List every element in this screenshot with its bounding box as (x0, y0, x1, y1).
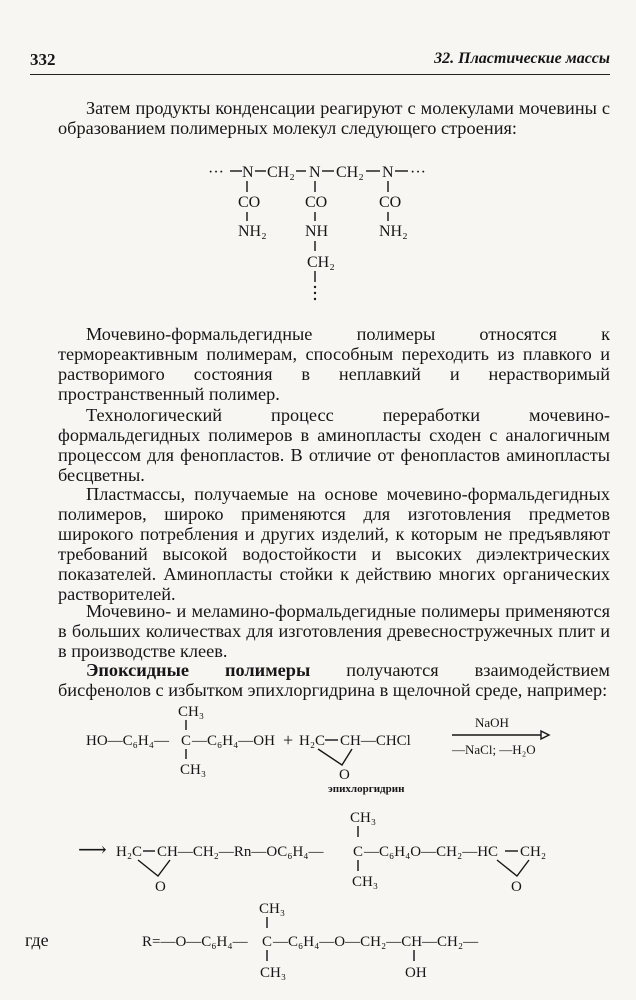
quaternary-c-2: C (353, 844, 364, 860)
paragraph-6 (58, 660, 610, 700)
r-left-part: R=—O—C₆H₄— (142, 934, 248, 950)
ch3-bottom-3: CH₃ (260, 965, 287, 981)
reagent-naoh: NaOH (475, 715, 509, 730)
epoxide-h2c: H₂C (299, 733, 326, 749)
reaction-epoxy-product (78, 810, 546, 895)
plus-sign: + (283, 730, 294, 750)
group-nh2-1: NH₂ (238, 223, 267, 240)
product-chain-left: CH—CH₂—Rn—OC₆H₄— (157, 844, 324, 860)
byproducts: —NaCl; —H₂O (452, 742, 536, 757)
epoxide-ch-chcl: CH—CHCl (340, 733, 411, 749)
paragraph-5: Мочевино- и меламино-формальдегидные полимеры применяются в больших количествах для изготовления древесностружечных плит и в производстве клеев. (58, 601, 610, 661)
reaction-bisphenol-epichlorohydrin (86, 704, 549, 795)
product-chain-right: —C₆H₄O—CH₂—HC (364, 844, 499, 860)
where-label: где (25, 930, 49, 950)
ch3-bottom-2: CH₃ (352, 874, 379, 890)
group-ch2-c: CH₂ (307, 254, 335, 271)
ch3-top-2: CH₃ (350, 810, 377, 826)
hydroxyl-oh: OH (405, 965, 427, 981)
ch3-top-1: CH₃ (178, 704, 205, 720)
paragraph-2: Мочевино-формальдегидные полимеры относятся к термореактивным полимерам, способным переходить из плавкого и растворимого состояния в неплавкий и нерастворимый пространственный полимер. (58, 324, 610, 404)
product-ch2-end: CH₂ (520, 844, 547, 860)
product-oxygen-1: O (155, 879, 166, 895)
r-definition (142, 901, 479, 981)
group-ch2-b: CH₂ (336, 164, 364, 181)
quaternary-c-1: C (181, 733, 192, 749)
atom-n3: N (382, 164, 394, 181)
running-title: 32. Пластические массы (434, 50, 610, 67)
paragraph-4: Пластмассы, получаемые на основе мочевино-формальдегидных полимеров, широко применяются для изготовления предметов широкого потребления и других изделий, к которым не предъявляют требований высокой водостойкости и высоких диэлектрических показателей. Аминопласты стойки к действию многих органических растворителей. (58, 484, 610, 604)
product-oxygen-2: O (511, 879, 522, 895)
chain-start-dots: ··· (208, 164, 224, 181)
atom-n1: N (242, 164, 254, 181)
paragraph-3: Технологический процесс переработки мочевино-формальдегидных полимеров в аминопласты сходен с аналогичным процессом для фенопластов. В отличие от фенопластов аминопласты бесцветны. (58, 405, 610, 485)
paragraph-1: Затем продукты конденсации реагируют с молекулами мочевины с образованием полимерных молекул следующего строения: (58, 98, 610, 138)
product-h2c: H₂C (116, 844, 143, 860)
c6h4-oh: —C₆H₄—OH (192, 733, 275, 749)
page-number: 332 (30, 50, 56, 69)
epoxy-polymers-term: Эпоксидные полимеры (86, 660, 311, 680)
group-nh: NH (305, 223, 329, 240)
ch3-bottom-1: CH₃ (180, 762, 207, 778)
group-co2: CO (305, 194, 328, 211)
quaternary-c-3: C (262, 934, 273, 950)
chain-end-dots: ··· (410, 164, 426, 181)
atom-n2: N (309, 164, 321, 181)
ch3-top-3: CH₃ (259, 901, 286, 917)
epichlorohydrin-caption: эпихлоргидрин (328, 783, 405, 795)
paragraph-6-text: получаются взаимодействием бисфенолов с избытком эпихлоргидрина в щелочной среде, например: (58, 660, 610, 700)
epoxide-oxygen: O (339, 767, 350, 783)
ho-c6h4: HO—C₆H₄— (86, 733, 169, 749)
group-nh2-2: NH₂ (379, 223, 408, 240)
group-co1: CO (238, 194, 261, 211)
product-arrow: ⟶ (78, 839, 107, 861)
group-ch2-a: CH₂ (267, 164, 295, 181)
r-right-part: —C₆H₄—O—CH₂—CH—CH₂— (273, 934, 479, 950)
group-co3: CO (379, 194, 402, 211)
structure-polymer-chain (208, 164, 426, 300)
